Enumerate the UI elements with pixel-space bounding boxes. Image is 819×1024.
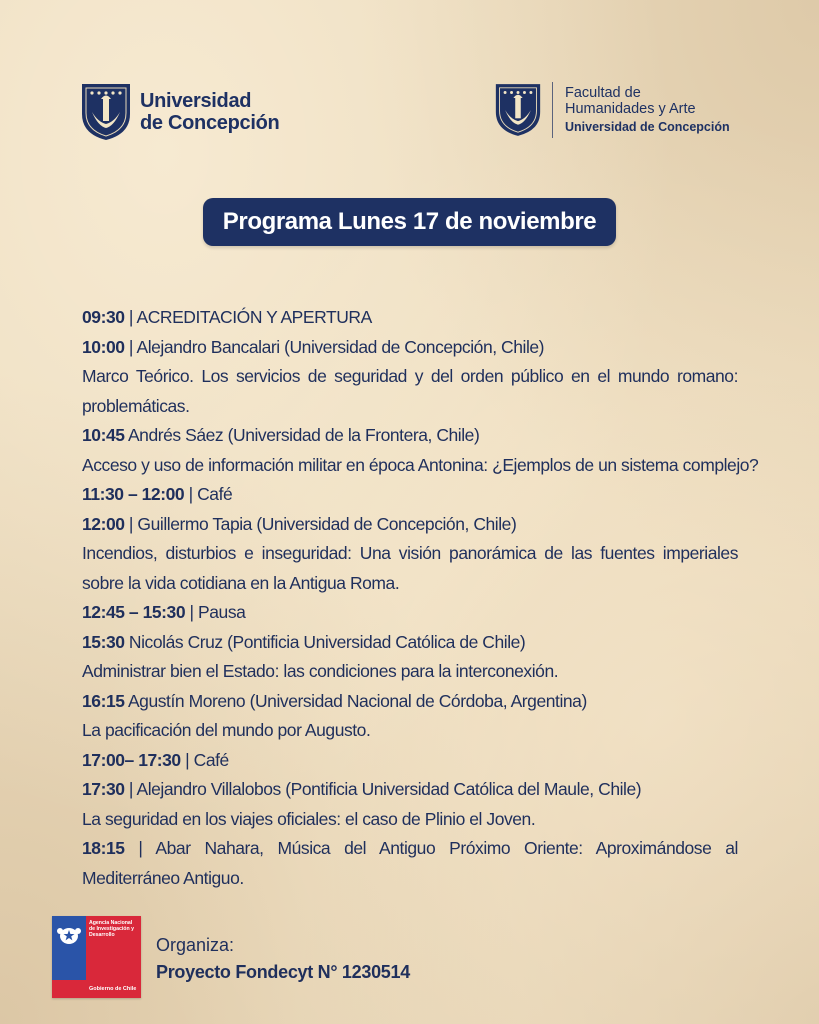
program-entry	[82, 775, 738, 805]
logo-line-2: de Concepción	[140, 112, 280, 134]
program-entry	[82, 362, 738, 421]
entry-text: La seguridad en los viajes oficiales: el caso de Plinio el Joven.	[82, 808, 536, 829]
entry-time: 17:00– 17:30	[82, 749, 181, 770]
logo-line-1: Universidad	[140, 90, 252, 112]
faculty-university: Universidad de Concepción	[565, 120, 730, 134]
program-entry	[82, 746, 738, 776]
entry-text: | Café	[184, 484, 233, 504]
university-crest-icon	[80, 82, 132, 142]
program-entry	[82, 657, 738, 687]
chile-coat-of-arms-icon	[55, 922, 83, 948]
program-entry	[82, 805, 738, 835]
entry-time: 18:15	[82, 838, 125, 858]
gobierno-label: Gobierno de Chile	[89, 986, 137, 992]
entry-text: La pacificación del mundo por Augusto.	[82, 720, 371, 740]
entry-time: 12:45 – 15:30	[82, 602, 186, 622]
entry-time: 11:30 – 12:00	[82, 484, 185, 504]
entry-text: | Guillermo Tapia (Universidad de Concepción, Chile)	[124, 513, 517, 534]
faculty-line-1: Facultad de	[565, 85, 641, 101]
entry-text: Acceso y uso de información militar en época Antonina: ¿Ejemplos de un sistema complejo?	[82, 454, 759, 475]
program-list	[82, 303, 759, 893]
program-entry	[82, 716, 738, 746]
universidad-concepcion-logo	[80, 82, 279, 142]
program-entry	[82, 510, 738, 540]
program-entry	[82, 539, 738, 598]
program-entry	[82, 598, 738, 628]
program-entry	[82, 480, 738, 510]
entry-text: | Pausa	[185, 602, 246, 622]
facultad-humanidades-logo	[494, 82, 730, 138]
entry-text: Agustín Moreno (Universidad Nacional de Córdoba, Argentina)	[124, 690, 587, 711]
logo-divider	[552, 82, 553, 138]
entry-text: | Café	[180, 749, 229, 770]
entry-time: 10:45	[82, 425, 125, 445]
entry-text: | Alejandro Villalobos (Pontificia Universidad Católica del Maule, Chile)	[124, 779, 642, 799]
program-entry	[82, 451, 759, 481]
entry-time: 17:30	[82, 779, 125, 799]
organiza-label: Organiza:	[156, 935, 235, 955]
program-entry	[82, 421, 738, 451]
faculty-line-2: Humanidades y Arte	[565, 101, 696, 117]
program-entry	[82, 333, 738, 363]
program-entry	[82, 687, 738, 717]
agency-name: Agencia Nacional de Investigación y Desarrollo	[89, 920, 134, 938]
entry-time: 10:00	[82, 336, 125, 357]
proyecto-label: Proyecto Fondecyt N° 1230514	[156, 962, 410, 982]
entry-time: 15:30	[82, 631, 125, 652]
entry-text: Administrar bien el Estado: las condiciones para la interconexión.	[82, 661, 559, 681]
entry-time: 09:30	[82, 307, 125, 327]
entry-time: 16:15	[82, 690, 125, 711]
program-title: Programa Lunes 17 de noviembre	[203, 198, 616, 246]
entry-text: Incendios, disturbios e inseguridad: Una visión panorámica de las fuentes imperiales sobre la vida cotidiana en la Antigua Roma.	[82, 543, 738, 593]
university-crest-icon	[494, 82, 542, 138]
program-entry	[82, 303, 738, 333]
entry-text: Nicolás Cruz (Pontificia Universidad Católica de Chile)	[124, 631, 526, 652]
entry-time: 12:00	[82, 513, 125, 534]
entry-text: Marco Teórico. Los servicios de seguridad y del orden público en el mundo romano: problemáticas.	[82, 366, 738, 416]
entry-text: | Abar Nahara, Música del Antiguo Próximo Oriente: Aproximándose al Mediterráneo Antiguo.	[82, 838, 738, 888]
anid-logo	[52, 916, 141, 998]
program-entry	[82, 834, 738, 893]
entry-text: Andrés Sáez (Universidad de la Frontera, Chile)	[124, 425, 480, 445]
entry-text: | ACREDITACIÓN Y APERTURA	[124, 307, 372, 327]
program-entry	[82, 628, 738, 658]
entry-text: | Alejandro Bancalari (Universidad de Concepción, Chile)	[124, 336, 545, 357]
